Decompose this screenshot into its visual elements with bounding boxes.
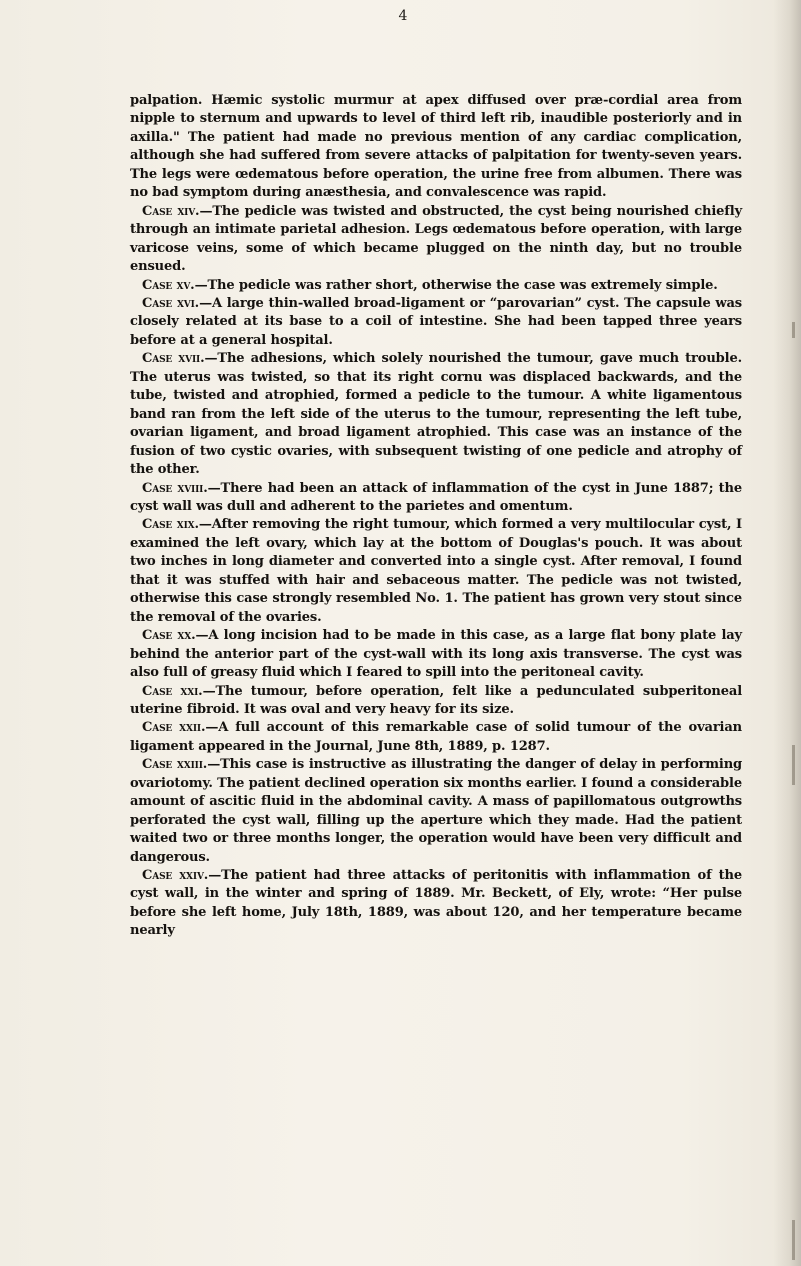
case-label: Case xxi. xyxy=(142,683,203,699)
page-number: 4 xyxy=(398,8,408,24)
paragraph xyxy=(130,719,742,756)
paragraph-text: —After removing the right tumour, which formed a very multilocular cyst, I examined the left ovary, which lay at the bottom of Douglas's pouch. It was about two inches in long diameter and converted into a single cyst. After removal, I found that it was stuffed with hair and sebaceous matter. The pedicle was not twisted, otherwise this case strongly resembled No. 1. The patient has grown very stout since the removal of the ovaries. xyxy=(130,517,742,625)
case-label: Case xvi. xyxy=(142,295,200,311)
paragraph-text: —The adhesions, which solely nourished the tumour, gave much trouble. The uterus was twisted, so that its right cornu was displaced backwards, and the tube, twisted and atrophied, formed a pedicle to the tumour. A white ligamentous band ran from the left side of the uterus to the tumour, representing the left tube, ovarian ligament, and broad ligament atrophied. This case was an instance of the fusion of two cystic ovaries, with subsequent twisting of one pedicle and atrophy of the other. xyxy=(130,351,742,478)
case-label: Case xxiv. xyxy=(142,868,209,884)
paragraph xyxy=(130,350,742,479)
case-label: Case xv. xyxy=(142,277,195,293)
paragraph xyxy=(130,480,742,517)
case-label: Case xviii. xyxy=(142,480,208,496)
page-edge-mark xyxy=(792,745,795,785)
paragraph xyxy=(130,756,742,867)
paragraph xyxy=(130,867,742,941)
paragraph xyxy=(130,203,742,277)
case-label: Case xiv. xyxy=(142,203,200,219)
case-label: Case xix. xyxy=(142,517,199,533)
page-edge-mark xyxy=(792,1220,795,1260)
paragraph xyxy=(130,295,742,350)
case-label: Case xxii. xyxy=(142,720,206,736)
case-label: Case xvii. xyxy=(142,351,205,367)
paragraph-text: —The pedicle was rather short, otherwise the case was extremely simple. xyxy=(194,277,718,293)
case-label: Case xx. xyxy=(142,628,196,644)
paragraph xyxy=(130,516,742,627)
paragraph xyxy=(130,627,742,682)
paragraph-text: palpation. Hæmic systolic murmur at apex diffused over præ-cordial area from nipple to sternum and upwards to level of third left rib, inaudible posteriorly and in axilla." The patient had made no previous mention of any cardiac complication, although she had suffered from severe attacks of palpitation for twenty-seven years. The legs were œdematous before operation, the urine free from albumen. There was no bad symptom during anæsthesia, and convalescence was rapid. xyxy=(130,93,742,201)
paragraph-text: —The patient had three attacks of peritonitis with inflammation of the cyst wall, in the winter and spring of 1889. Mr. Beckett, of Ely, wrote: “Her pulse before she left home, July 18th, 1889, was about 120, and her temperature became nearly xyxy=(130,868,742,939)
body-text xyxy=(130,92,742,941)
paragraph xyxy=(130,277,742,295)
case-label: Case xxiii. xyxy=(142,757,208,773)
paragraph-text: —There had been an attack of inflammation of the cyst in June 1887; the cyst wall was dull and adherent to the parietes and omentum. xyxy=(130,480,742,514)
paragraph-text: —A long incision had to be made in this case, as a large flat bony plate lay behind the anterior part of the cyst-wall with its long axis transverse. The cyst was also full of greasy fluid which I feared to spill into the peritoneal cavity. xyxy=(130,628,742,681)
paragraph-text: —This case is instructive as illustrating the danger of delay in performing ovariotomy. The patient declined operation six months earlier. I found a considerable amount of ascitic fluid in the abdominal cavity. A mass of papillomatous outgrowths perforated the cyst wall, filling up the aperture which they made. Had the patient waited two or three months longer, the operation would have been very difficult and dangerous. xyxy=(130,757,742,865)
paragraph-text: —A large thin-walled broad-ligament or “parovarian” cyst. The capsule was closely related at its base to a coil of intestine. She had been tapped three years before at a general hospital. xyxy=(130,295,742,348)
paragraph-text: —The tumour, before operation, felt like a pedunculated subperitoneal uterine fibroid. It was oval and very heavy for its size. xyxy=(130,683,743,717)
page-edge-mark xyxy=(792,322,795,338)
paragraph-text: —A full account of this remarkable case of solid tumour of the ovarian ligament appeared in the Journal, June 8th, 1889, p. 1287. xyxy=(130,720,742,754)
paragraph-text: —The pedicle was twisted and obstructed, the cyst being nourished chiefly through an intimate parietal adhesion. Legs œdematous before operation, with large varicose veins, some of which became plugged on the ninth day, but no trouble ensued. xyxy=(130,203,742,275)
page-edge-shadow xyxy=(773,0,801,1266)
paragraph xyxy=(130,92,742,203)
paragraph xyxy=(130,683,742,720)
